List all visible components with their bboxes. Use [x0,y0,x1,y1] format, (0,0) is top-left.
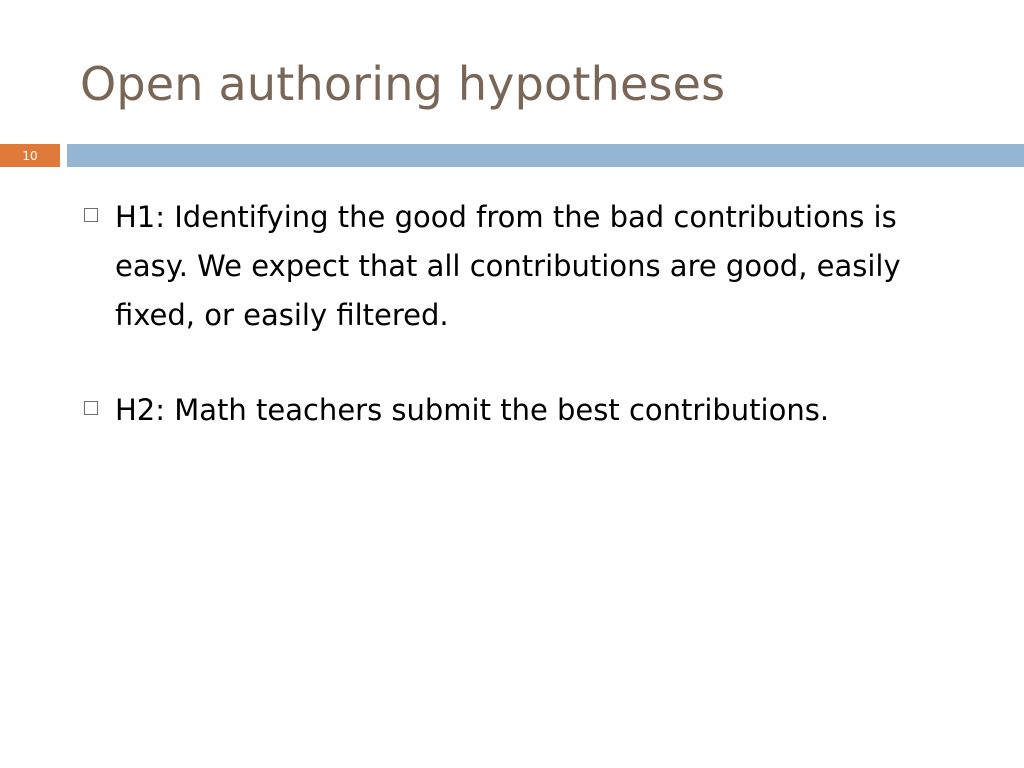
hollow-square-icon [84,208,98,222]
bullet-item [82,386,982,435]
bullet-list [82,193,982,481]
header-rule-bar [67,144,1024,167]
slide-title: Open authoring hypotheses [80,57,726,111]
bullet-text: H1: Identifying the good from the bad contributions is easy. We expect that all contributions are good, easily fixed, or easily filtered. [115,200,901,332]
hollow-square-icon [84,401,98,415]
slide-number: 10 [0,144,60,167]
bullet-item [82,193,982,340]
bullet-text: H2: Math teachers submit the best contributions. [115,393,830,427]
